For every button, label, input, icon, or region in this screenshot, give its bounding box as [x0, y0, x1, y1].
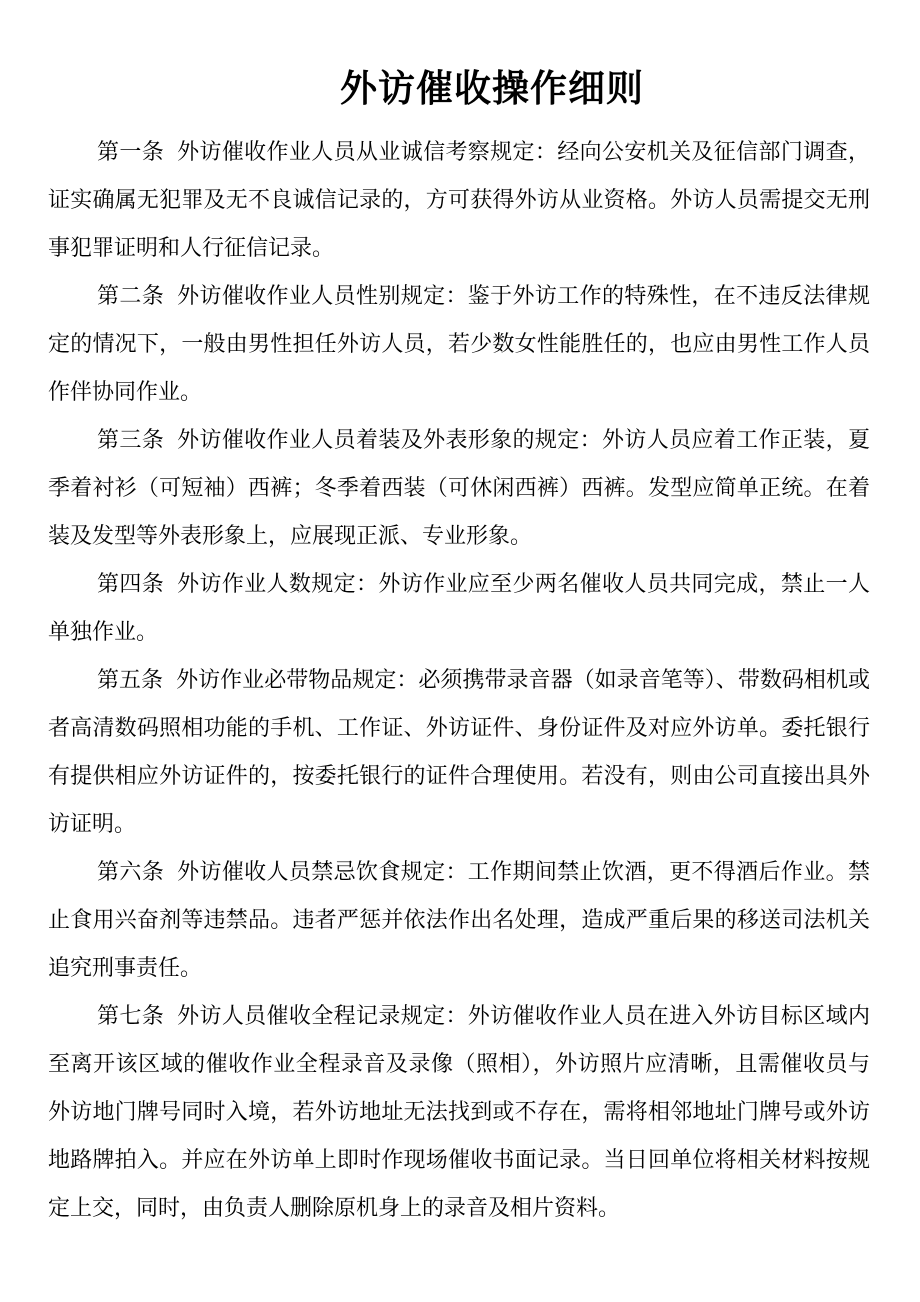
article-1-text: 外访催收作业人员从业诚信考察规定：经向公安机关及征信部门调查，证实确属无犯罪及无不良诚信记录的，方可获得外访从业资格。外访人员需提交无刑事犯罪证明和人行征信记录。 [48, 139, 870, 260]
article-2 [48, 272, 870, 416]
article-4-text: 外访作业人数规定：外访作业应至少两名催收人员共同完成，禁止一人单独作业。 [48, 571, 870, 644]
article-2-label: 第二条 [97, 283, 165, 308]
article-3-text: 外访催收作业人员着装及外表形象的规定：外访人员应着工作正装，夏季着衬衫（可短袖）西裤；冬季着西装（可休闲西裤）西裤。发型应简单正统。在着装及发型等外表形象上，应展现正派、专业形象。 [48, 427, 870, 548]
article-5 [48, 656, 870, 848]
document-body [48, 128, 870, 1232]
document-title: 外访催收操作细则 [340, 69, 644, 110]
article-7 [48, 992, 870, 1232]
article-1-label: 第一条 [97, 139, 165, 164]
article-7-label: 第七条 [97, 1003, 165, 1028]
article-6-label: 第六条 [97, 859, 165, 884]
article-4 [48, 560, 870, 656]
article-2-text: 外访催收作业人员性别规定：鉴于外访工作的特殊性，在不违反法律规定的情况下，一般由男性担任外访人员，若少数女性能胜任的，也应由男性工作人员作伴协同作业。 [48, 283, 870, 404]
article-3 [48, 416, 870, 560]
article-5-text: 外访作业必带物品规定：必须携带录音器（如录音笔等）、带数码相机或者高清数码照相功能的手机、工作证、外访证件、身份证件及对应外访单。委托银行有提供相应外访证件的，按委托银行的证件合理使用。若没有，则由公司直接出具外访证明。 [48, 667, 870, 836]
article-3-label: 第三条 [97, 427, 165, 452]
article-1 [48, 128, 870, 272]
article-7-text: 外访人员催收全程记录规定：外访催收作业人员在进入外访目标区域内至离开该区域的催收作业全程录音及录像（照相），外访照片应清晰，且需催收员与外访地门牌号同时入境，若外访地址无法找到或不存在，需将相邻地址门牌号或外访地路牌拍入。并应在外访单上即时作现场催收书面记录。当日回单位将相关材料按规定上交，同时，由负责人删除原机身上的录音及相片资料。 [48, 1003, 870, 1220]
article-6-text: 外访催收人员禁忌饮食规定：工作期间禁止饮酒，更不得酒后作业。禁止食用兴奋剂等违禁品。违者严惩并依法作出名处理，造成严重后果的移送司法机关追究刑事责任。 [48, 859, 870, 980]
article-5-label: 第五条 [97, 667, 164, 692]
article-6 [48, 848, 870, 992]
article-4-label: 第四条 [97, 571, 165, 596]
